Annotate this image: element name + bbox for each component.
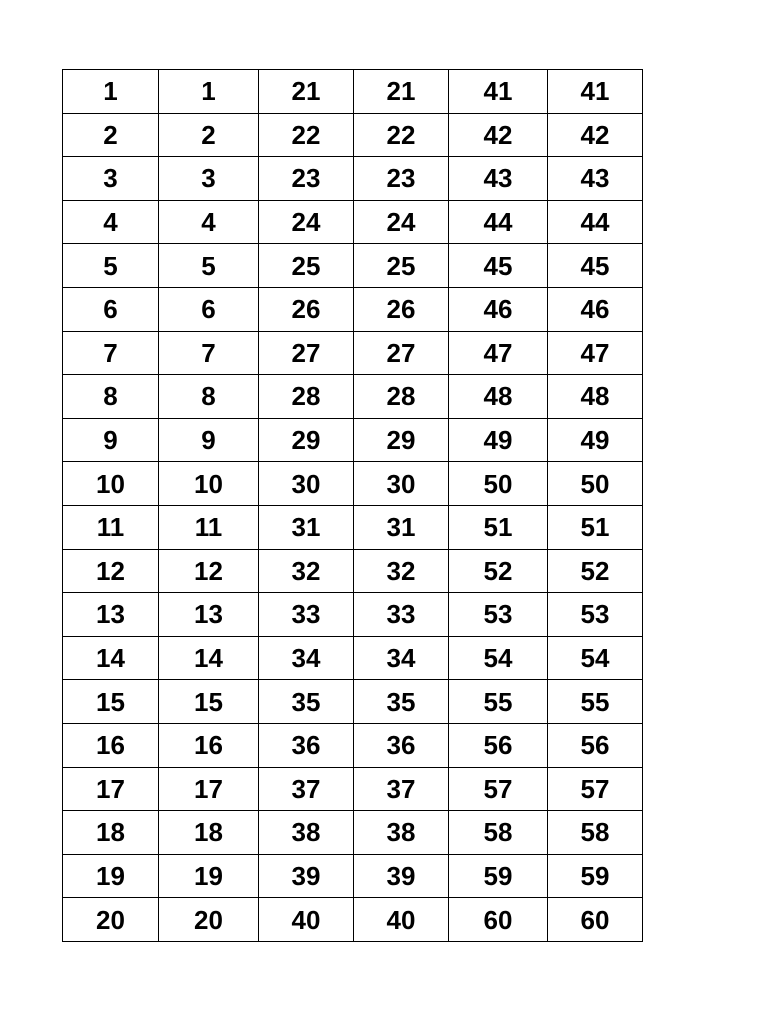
table-cell: 49 (449, 418, 548, 462)
table-cell: 39 (259, 854, 354, 898)
table-cell: 17 (159, 767, 259, 811)
table-cell: 9 (63, 418, 159, 462)
table-cell: 5 (63, 244, 159, 288)
table-cell: 41 (449, 70, 548, 114)
table-cell: 42 (449, 113, 548, 157)
table-cell: 30 (259, 462, 354, 506)
table-cell: 41 (548, 70, 643, 114)
table-row (63, 505, 643, 549)
table-cell: 47 (449, 331, 548, 375)
table-cell: 13 (63, 593, 159, 637)
table-cell: 46 (449, 287, 548, 331)
table-cell: 28 (259, 375, 354, 419)
table-cell: 24 (259, 200, 354, 244)
table-cell: 28 (354, 375, 449, 419)
table-cell: 58 (548, 811, 643, 855)
table-row (63, 375, 643, 419)
table-row (63, 811, 643, 855)
table-cell: 21 (354, 70, 449, 114)
table-cell: 9 (159, 418, 259, 462)
table-cell: 39 (354, 854, 449, 898)
table-cell: 5 (159, 244, 259, 288)
table-cell: 59 (548, 854, 643, 898)
table-cell: 29 (259, 418, 354, 462)
table-cell: 15 (159, 680, 259, 724)
table-row (63, 680, 643, 724)
table-cell: 27 (354, 331, 449, 375)
table-cell: 35 (259, 680, 354, 724)
table-cell: 56 (548, 723, 643, 767)
table-cell: 2 (63, 113, 159, 157)
table-cell: 59 (449, 854, 548, 898)
table-cell: 18 (159, 811, 259, 855)
table-cell: 33 (259, 593, 354, 637)
table-cell: 32 (354, 549, 449, 593)
table-cell: 11 (159, 505, 259, 549)
table-cell: 25 (354, 244, 449, 288)
table-cell: 55 (449, 680, 548, 724)
table-row (63, 418, 643, 462)
table-cell: 26 (259, 287, 354, 331)
table-cell: 38 (259, 811, 354, 855)
number-table (62, 69, 643, 942)
table-cell: 6 (159, 287, 259, 331)
table-row (63, 462, 643, 506)
table-cell: 20 (63, 898, 159, 942)
table-cell: 53 (449, 593, 548, 637)
table-cell: 16 (63, 723, 159, 767)
table-cell: 19 (159, 854, 259, 898)
table-cell: 13 (159, 593, 259, 637)
table-cell: 16 (159, 723, 259, 767)
table-cell: 54 (449, 636, 548, 680)
table-cell: 1 (63, 70, 159, 114)
table-cell: 12 (63, 549, 159, 593)
table-cell: 48 (449, 375, 548, 419)
table-cell: 57 (449, 767, 548, 811)
table-cell: 37 (259, 767, 354, 811)
table-cell: 42 (548, 113, 643, 157)
table-cell: 4 (63, 200, 159, 244)
table-cell: 1 (159, 70, 259, 114)
table-row (63, 593, 643, 637)
table-cell: 44 (449, 200, 548, 244)
table-cell: 11 (63, 505, 159, 549)
table-cell: 3 (159, 157, 259, 201)
table-cell: 29 (354, 418, 449, 462)
table-cell: 48 (548, 375, 643, 419)
table-cell: 60 (548, 898, 643, 942)
table-row (63, 898, 643, 942)
table-cell: 45 (548, 244, 643, 288)
table-row (63, 854, 643, 898)
table-cell: 51 (449, 505, 548, 549)
table-cell: 12 (159, 549, 259, 593)
table-cell: 26 (354, 287, 449, 331)
table-cell: 35 (354, 680, 449, 724)
table-cell: 7 (159, 331, 259, 375)
table-row (63, 723, 643, 767)
table-cell: 50 (548, 462, 643, 506)
table-cell: 8 (63, 375, 159, 419)
table-cell: 58 (449, 811, 548, 855)
table-cell: 60 (449, 898, 548, 942)
table-cell: 31 (259, 505, 354, 549)
table-cell: 52 (548, 549, 643, 593)
table-row (63, 113, 643, 157)
table-row (63, 244, 643, 288)
table-cell: 22 (259, 113, 354, 157)
table-cell: 21 (259, 70, 354, 114)
table-row (63, 287, 643, 331)
table-cell: 23 (259, 157, 354, 201)
table-cell: 14 (159, 636, 259, 680)
table-cell: 7 (63, 331, 159, 375)
table-cell: 22 (354, 113, 449, 157)
table-cell: 18 (63, 811, 159, 855)
table-cell: 57 (548, 767, 643, 811)
table-cell: 53 (548, 593, 643, 637)
table-cell: 30 (354, 462, 449, 506)
table-cell: 56 (449, 723, 548, 767)
table-row (63, 549, 643, 593)
table-cell: 55 (548, 680, 643, 724)
table-cell: 50 (449, 462, 548, 506)
table-cell: 6 (63, 287, 159, 331)
table-cell: 3 (63, 157, 159, 201)
table-cell: 31 (354, 505, 449, 549)
table-cell: 19 (63, 854, 159, 898)
number-table-body (63, 70, 643, 942)
table-cell: 44 (548, 200, 643, 244)
table-cell: 51 (548, 505, 643, 549)
table-cell: 46 (548, 287, 643, 331)
table-cell: 40 (354, 898, 449, 942)
table-row (63, 70, 643, 114)
table-cell: 4 (159, 200, 259, 244)
table-cell: 38 (354, 811, 449, 855)
table-cell: 2 (159, 113, 259, 157)
table-cell: 14 (63, 636, 159, 680)
table-row (63, 200, 643, 244)
table-cell: 36 (354, 723, 449, 767)
table-cell: 33 (354, 593, 449, 637)
table-cell: 47 (548, 331, 643, 375)
table-cell: 34 (354, 636, 449, 680)
table-cell: 17 (63, 767, 159, 811)
table-cell: 49 (548, 418, 643, 462)
table-row (63, 767, 643, 811)
table-cell: 52 (449, 549, 548, 593)
table-cell: 54 (548, 636, 643, 680)
table-cell: 10 (159, 462, 259, 506)
table-cell: 36 (259, 723, 354, 767)
table-row (63, 331, 643, 375)
table-row (63, 157, 643, 201)
table-cell: 27 (259, 331, 354, 375)
table-cell: 34 (259, 636, 354, 680)
table-cell: 10 (63, 462, 159, 506)
table-cell: 37 (354, 767, 449, 811)
table-cell: 25 (259, 244, 354, 288)
table-cell: 8 (159, 375, 259, 419)
table-cell: 15 (63, 680, 159, 724)
table-cell: 43 (548, 157, 643, 201)
table-cell: 40 (259, 898, 354, 942)
table-cell: 20 (159, 898, 259, 942)
table-cell: 43 (449, 157, 548, 201)
table-cell: 45 (449, 244, 548, 288)
table-row (63, 636, 643, 680)
table-cell: 24 (354, 200, 449, 244)
table-cell: 23 (354, 157, 449, 201)
table-cell: 32 (259, 549, 354, 593)
